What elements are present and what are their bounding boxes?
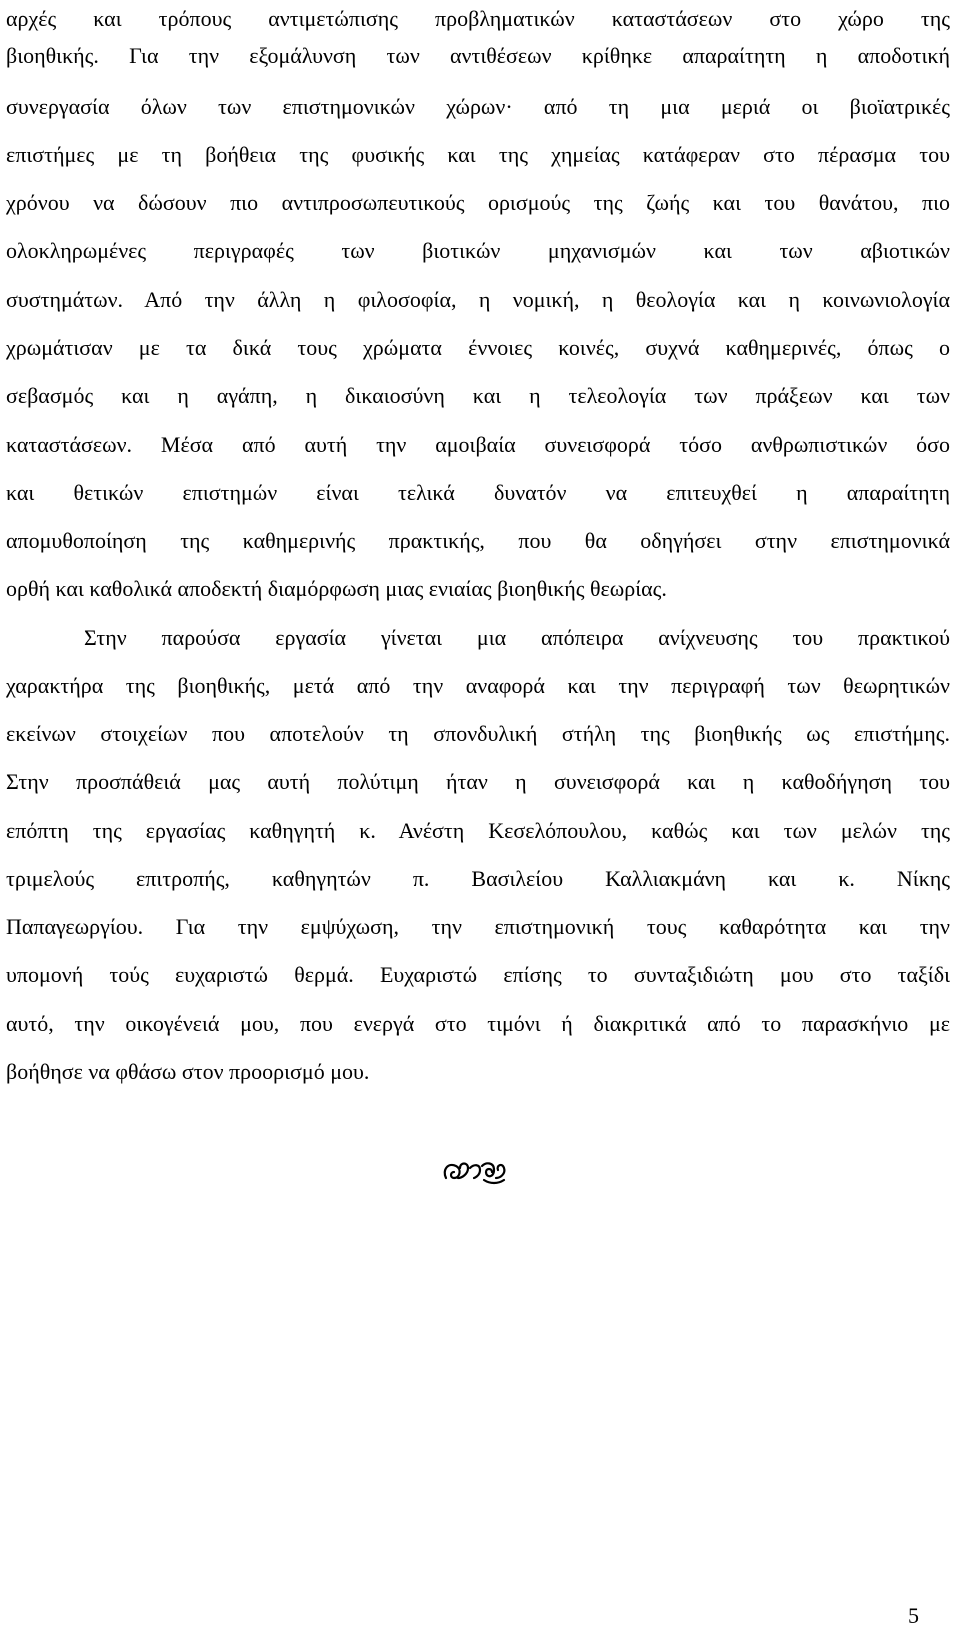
- paragraph-first-line: Στην παρούσα εργασία γίνεται μια απόπειρα ανίχνευσης του πρακτικού: [84, 625, 950, 650]
- text-line: εκείνων στοιχείων που αποτελούν τη σπονδυλική στήλη της βιοηθικής ως επιστήμης.: [6, 721, 950, 746]
- text-line: Παπαγεωργίου. Για την εμψύχωση, την επιστημονική τους καθαρότητα και την: [6, 914, 950, 939]
- text-line: απομυθοποίηση της καθημερινής πρακτικής, που θα οδηγήσει στην επιστημονικά: [6, 528, 950, 553]
- text-line: ολοκληρωμένες περιγραφές των βιοτικών μηχανισμών και των αβιοτικών: [6, 238, 950, 263]
- page-number: 5: [908, 1603, 919, 1628]
- text-line: αυτό, την οικογένειά μου, που ενεργά στο τιμόνι ή διακριτικά από το παρασκήνιο με: [6, 1011, 950, 1036]
- text-line: βοήθησε να φθάσω στον προορισμό μου.: [6, 1059, 370, 1084]
- text-line: και θετικών επιστημών είναι τελικά δυνατόν να επιτευχθεί η απαραίτητη: [6, 480, 950, 505]
- text-line: Στην προσπάθειά μας αυτή πολύτιμη ήταν η συνεισφορά και η καθοδήγηση του: [6, 769, 950, 794]
- text-line: βιοηθικής. Για την εξομάλυνση των αντιθέσεων κρίθηκε απαραίτητη η αποδοτική: [6, 43, 950, 68]
- text-line: τριμελούς επιτροπής, καθηγητών π. Βασιλείου Καλλιακμάνη και κ. Νίκης: [6, 866, 950, 891]
- text-line: συστημάτων. Από την άλλη η φιλοσοφία, η νομική, η θεολογία και η κοινωνιολογία: [6, 287, 950, 312]
- text-line: χρωμάτισαν με τα δικά τους χρώματα έννοιες κοινές, συχνά καθημερινές, όπως ο: [6, 335, 950, 360]
- text-line: σεβασμός και η αγάπη, η δικαιοσύνη και η τελεολογία των πράξεων και των: [6, 383, 950, 408]
- text-line: χαρακτήρα της βιοηθικής, μετά από την αναφορά και την περιγραφή των θεωρητικών: [6, 673, 950, 698]
- text-line: αρχές και τρόπους αντιμετώπισης προβληματικών καταστάσεων στο χώρο της: [6, 6, 950, 31]
- text-line: επόπτη της εργασίας καθηγητή κ. Ανέστη Κεσελόπουλου, καθώς και των μελών της: [6, 818, 950, 843]
- text-line: χρόνου να δώσουν πιο αντιπροσωπευτικούς ορισμούς της ζωής και του θανάτου, πιο: [6, 190, 950, 215]
- text-line: συνεργασία όλων των επιστημονικών χώρων· από τη μια μεριά οι βιοϊατρικές: [6, 94, 950, 119]
- fleuron-ornament-icon: [440, 1156, 510, 1186]
- text-line: καταστάσεων. Μέσα από αυτή την αμοιβαία συνεισφορά τόσο ανθρωπιστικών όσο: [6, 432, 950, 457]
- text-line: ορθή και καθολικά αποδεκτή διαμόρφωση μιας ενιαίας βιοηθικής θεωρίας.: [6, 576, 667, 601]
- text-line: επιστήμες με τη βοήθεια της φυσικής και της χημείας κατάφεραν στο πέρασμα του: [6, 142, 950, 167]
- text-line: υπομονή τούς ευχαριστώ θερμά. Ευχαριστώ επίσης το συνταξιδιώτη μου στο ταξίδι: [6, 962, 950, 987]
